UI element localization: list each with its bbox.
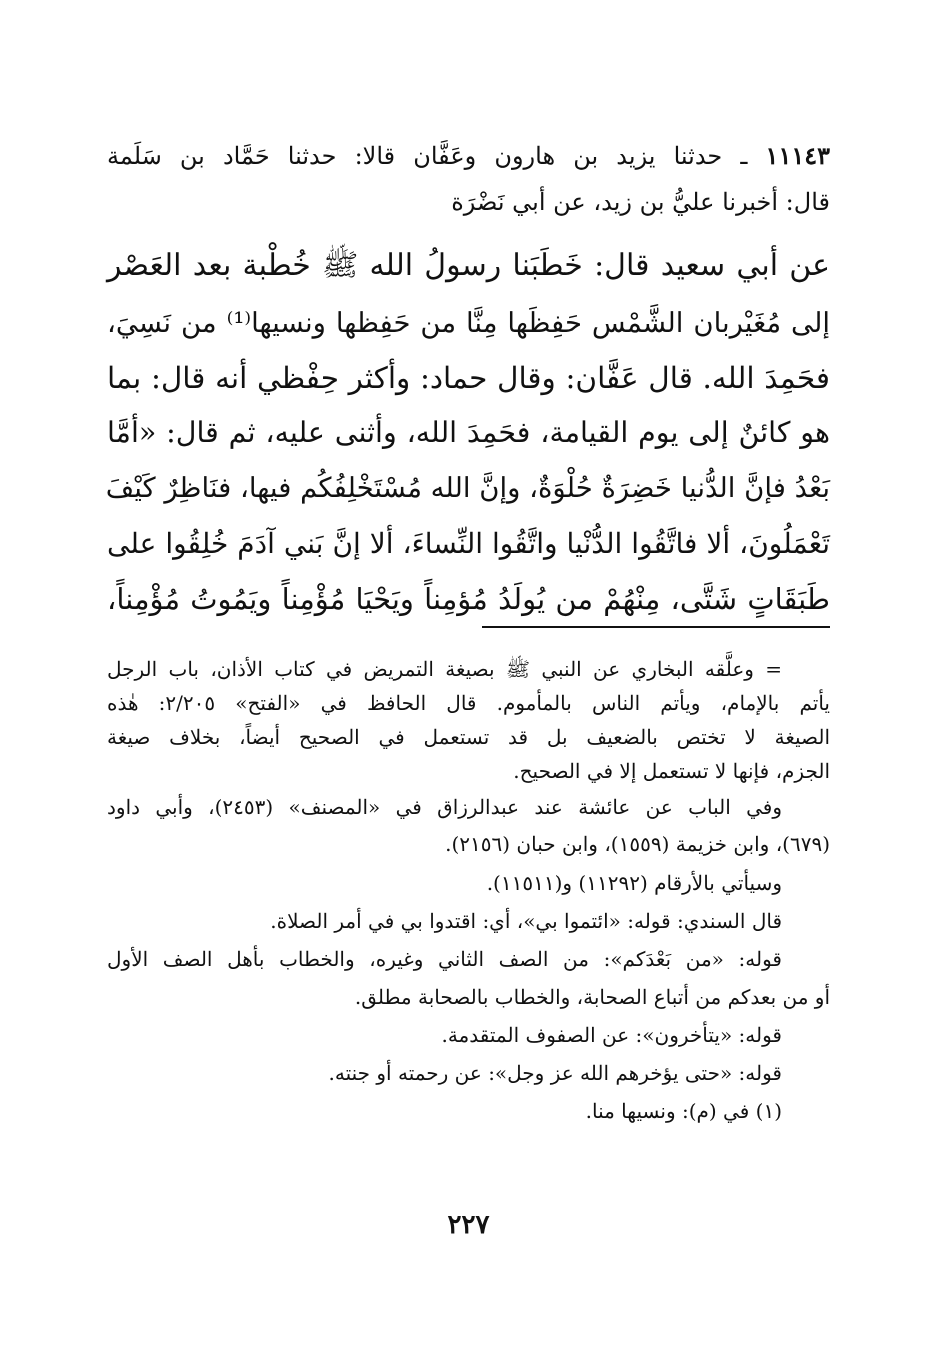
footnote-line-4: الجزم، فإنها لا تستعمل إلا في الصحيح.	[513, 759, 830, 783]
matn-line-6: تَعْمَلُونَ، ألا فاتَّقُوا الدُّنْيا واتَّقُوا النِّساءَ، ألا إنَّ بَني آدَمَ خُلِقُوا على	[107, 527, 830, 560]
isnad-text-1: ـ حدثنا يزيد بن هارون وعَفَّان قالا: حدثنا حَمَّاد بن سَلَمة	[107, 142, 748, 170]
matn-line-1: عن أبي سعيد قال: خَطَبَنا رسولُ الله ﷺ خُطْبة بعد العَصْر	[107, 248, 830, 283]
footnote-line-10: أو من بعدكم من أتباع الصحابة، والخطاب بالصحابة مطلق.	[354, 985, 830, 1009]
footnote-line-1: = وعلَّقه البخاري عن النبي ﷺ بصيغة التمريض في كتاب الأذان، باب الرجل	[107, 657, 782, 681]
matn-line-4: هو كائنٌ إلى يوم القيامة، فحَمِدَ الله، وأثنى عليه، ثم قال: «أمَّا	[107, 416, 830, 449]
footnote-line-6: (٦٧٩)، وابن خزيمة (١٥٥٩)، وابن حبان (٢١٥٦).	[445, 832, 830, 856]
footnote-divider	[482, 626, 830, 628]
matn-line-5: بَعْدُ فإنَّ الدُّنيا خَضِرَةٌ حُلْوَةٌ، وإنَّ الله مُسْتَخْلِفُكُم فيها، فنَاظِرٌ كَيْفَ	[105, 472, 830, 504]
hadith-number: ١١١٤٣	[765, 141, 830, 170]
footnote-line-12: قوله: «حتى يؤخرهم الله عز وجل»: عن رحمته أو جنته.	[328, 1061, 782, 1085]
footnote-line-9: قوله: «من بَعْدَكم»: من الصف الثاني وغيره، والخطاب بأهل الصف الأول	[107, 947, 782, 971]
footnote-line-11: قوله: «يتأخرون»: عن الصفوف المتقدمة.	[441, 1023, 782, 1047]
page-number: ٢٢٧	[447, 1210, 490, 1240]
footnote-line-7: وسيأتي بالأرقام (١١٢٩٢) و(١١٥١١).	[486, 871, 782, 895]
matn-line-7: طَبَقَاتٍ شَتَّى، مِنْهُمْ من يُولَدُ مُؤمِناً ويَحْيَا مُؤْمِناً ويَمُوتُ مُؤْمِناً،	[107, 582, 830, 616]
footnote-line-2: يأتم بالإمام، ويأتم الناس بالمأموم. قال الحافظ في «الفتح» ٢/٢٠٥: هٰذه	[107, 691, 830, 715]
isnad-line-1	[107, 136, 830, 176]
footnote-line-3: الصيغة لا تختص بالضعيف بل قد تستعمل في الصحيح أيضاً، بخلاف صيغة	[107, 725, 830, 749]
footnote-line-5: وفي الباب عن عائشة عند عبدالرزاق في «المصنف» (٢٤٥٣)، وأبي داود	[107, 795, 782, 819]
footnote-line-13: (١) في (م): ونسيها منا.	[585, 1099, 782, 1123]
matn-line-2: إلى مُغَيْربان الشَّمْس حَفِظَها مِنَّا من حَفِظها ونسيها⁽¹⁾ من نَسِيَ،	[107, 307, 830, 339]
matn-line-3: فحَمِدَ الله. قال عَفَّان: وقال حماد: وأكثر حِفْظي أنه قال: بما	[107, 361, 830, 395]
footnote-line-8: قال السندي: قوله: «ائتموا بي»، أي: اقتدوا بي في أمر الصلاة.	[270, 909, 782, 933]
isnad-line-2: قال: أخبرنا عليُّ بن زيد، عن أبي نَضْرَة	[451, 188, 830, 216]
